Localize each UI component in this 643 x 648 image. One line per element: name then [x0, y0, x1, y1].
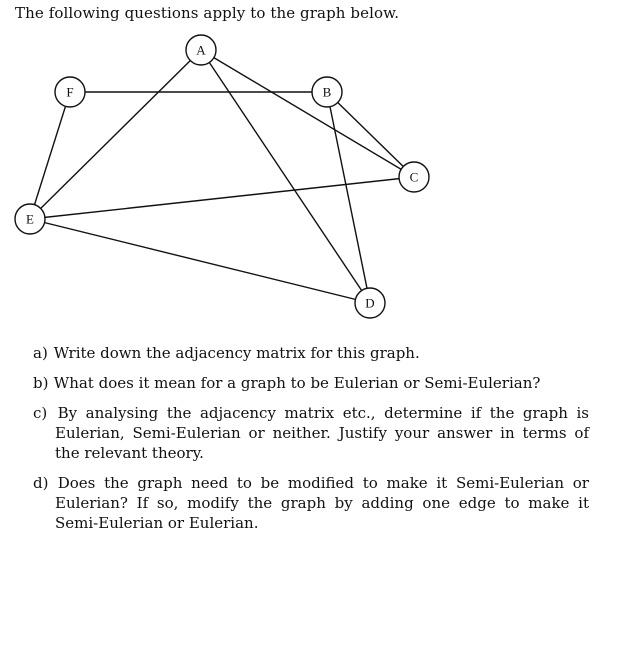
- question-letter: d): [33, 474, 49, 492]
- node-label: E: [26, 211, 34, 227]
- edge-A-E: [30, 50, 201, 219]
- graph-nodes: [15, 35, 429, 318]
- node-label: D: [365, 295, 375, 311]
- question-a: [33, 343, 589, 363]
- edge-A-C: [201, 50, 414, 177]
- question-list: [33, 343, 589, 543]
- node-A: [186, 35, 216, 65]
- question-text: Does the graph need to be modified to make it Semi-Eulerian or Eulerian? If so, modify the graph by adding one edge to make it Semi-Eulerian or Eulerian.: [55, 474, 589, 532]
- node-label: F: [66, 84, 74, 100]
- node-B: [312, 77, 342, 107]
- question-d: [33, 473, 589, 533]
- intro-text: The following questions apply to the graph below.: [15, 4, 400, 22]
- graph-edges: [30, 50, 414, 303]
- question-b: [33, 373, 589, 393]
- question-text: What does it mean for a graph to be Eulerian or Semi-Eulerian?: [53, 374, 541, 392]
- node-label: C: [409, 169, 419, 185]
- node-label: B: [322, 84, 332, 100]
- question-text: Write down the adjacency matrix for this graph.: [53, 344, 420, 362]
- edge-E-C: [30, 177, 414, 219]
- node-D: [355, 288, 385, 318]
- question-letter: b): [33, 374, 49, 392]
- edge-B-C: [327, 92, 414, 177]
- node-F: [55, 77, 85, 107]
- node-label: A: [196, 42, 206, 58]
- question-c: [33, 403, 589, 463]
- question-letter: c): [33, 404, 48, 422]
- edge-E-D: [30, 219, 370, 303]
- question-letter: a): [33, 344, 48, 362]
- question-text: By analysing the adjacency matrix etc., determine if the graph is Eulerian, Semi-Eulerian or neither. Justify your answer in terms of the relevant theory.: [55, 404, 589, 462]
- node-C: [399, 162, 429, 192]
- node-E: [15, 204, 45, 234]
